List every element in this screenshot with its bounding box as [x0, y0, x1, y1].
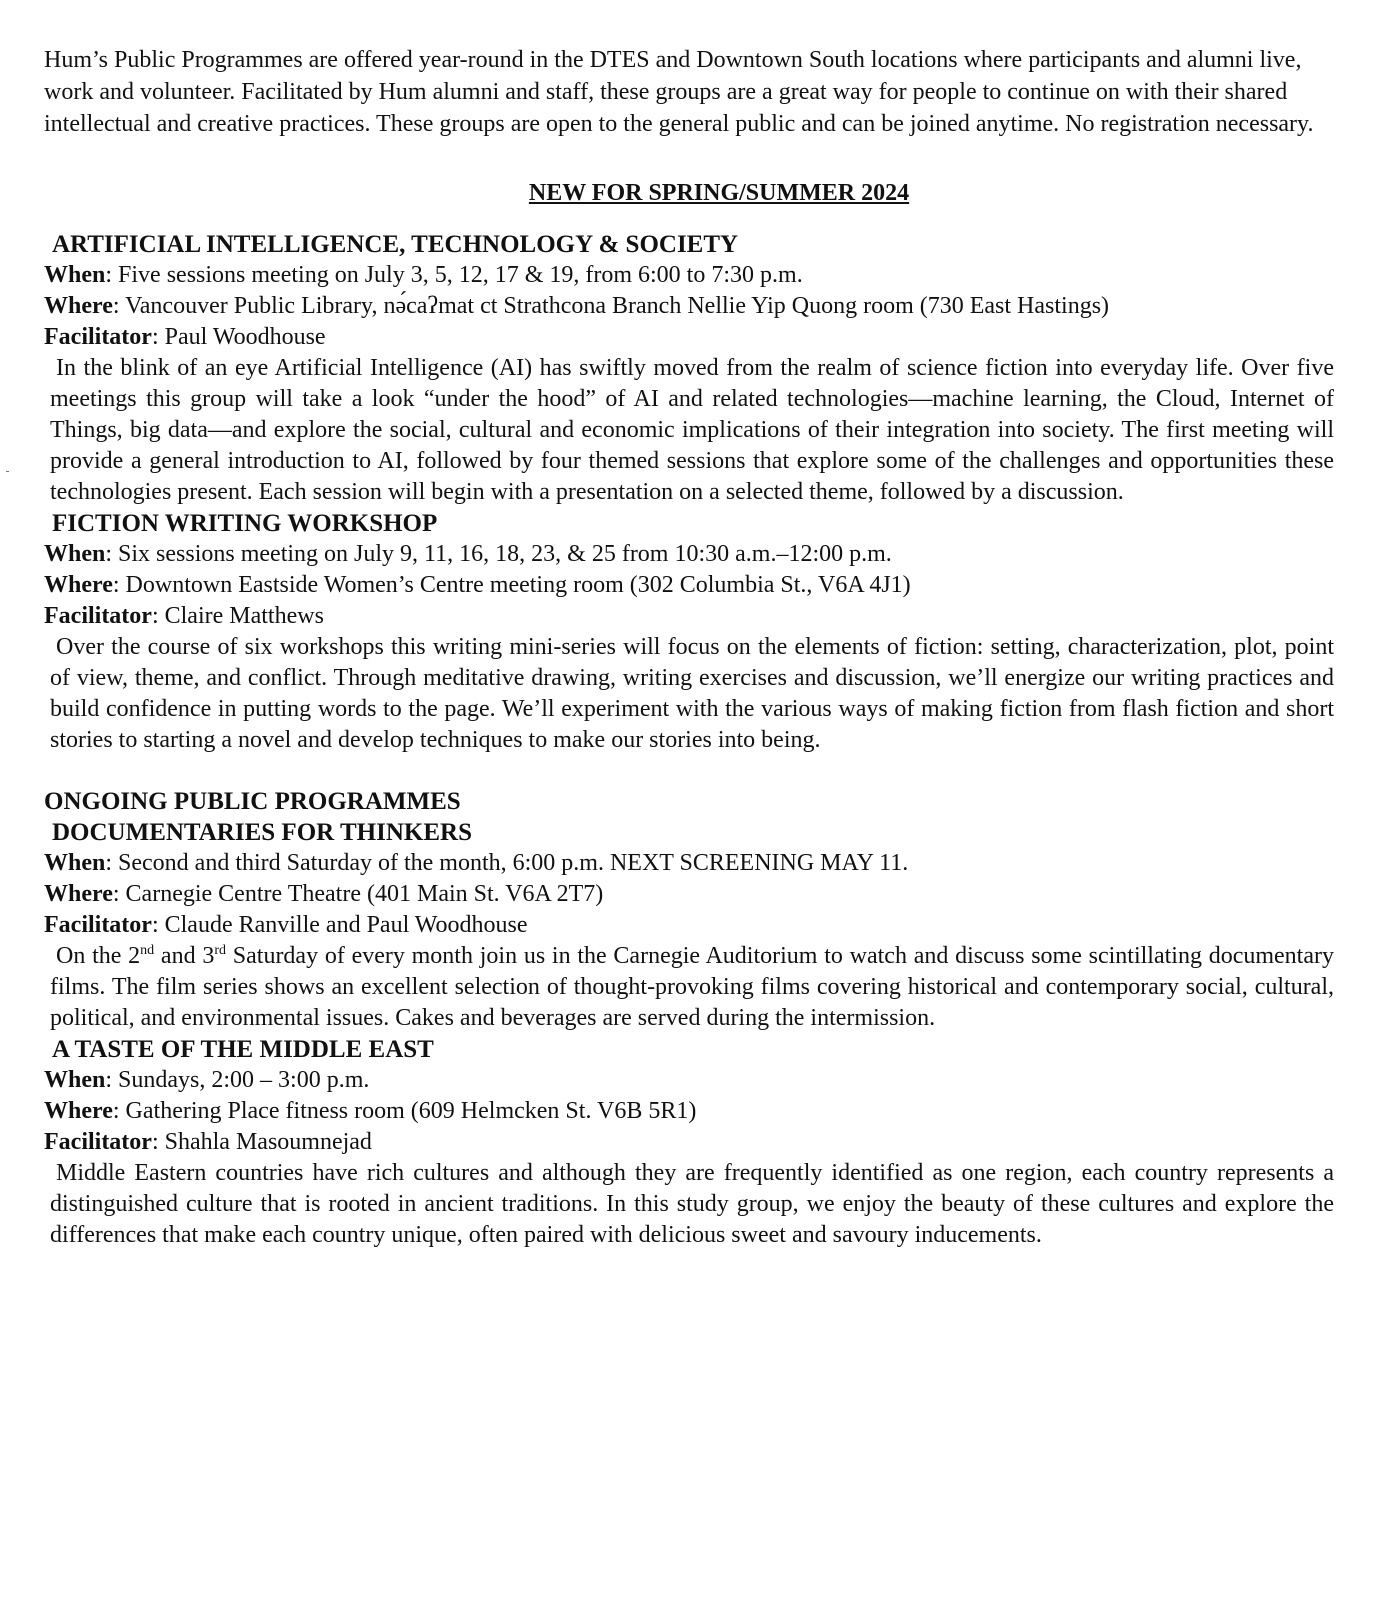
facilitator-label: Facilitator	[44, 603, 152, 629]
where-label: Where	[44, 1098, 113, 1124]
facilitator-label: Facilitator	[44, 1129, 152, 1155]
when-value: Five sessions meeting on July 3, 5, 12, 17 & 19, from 6:00 to 7:30 p.m.	[118, 262, 803, 288]
programme-facilitator: Facilitator: Claude Ranville and Paul Woodhouse	[44, 912, 528, 938]
programme-description: In the blink of an eye Artificial Intelligence (AI) has swiftly moved from the realm of science fiction into everyday life. Over five meetings this group will take a look “under the hood” of AI and related technologies—machine learning, the Cloud, Internet of Things, big data—and explore the social, cultural and economic implications of their integration into society. The first meeting will provide a general introduction to AI, followed by four themed sessions that explore some of the challenges and opportunities these technologies present. Each session will begin with a presentation on a selected theme, followed by a discussion.	[50, 355, 1334, 505]
programme-middle-east	[44, 1034, 1334, 1251]
when-label: When	[44, 262, 106, 288]
where-label: Where	[44, 572, 113, 598]
programme-facilitator: Facilitator: Paul Woodhouse	[44, 324, 326, 350]
when-label: When	[44, 850, 106, 876]
where-value: Vancouver Public Library, nə́caʔmat ct Strathcona Branch Nellie Yip Quong room (730 East Hastings)	[125, 293, 1110, 319]
programme-where: Where: Gathering Place fitness room (609 Helmcken St. V6B 5R1)	[44, 1098, 697, 1124]
scan-speck	[6, 471, 9, 472]
facilitator-label: Facilitator	[44, 912, 152, 938]
facilitator-label: Facilitator	[44, 324, 152, 350]
when-value: Sundays, 2:00 – 3:00 p.m.	[118, 1067, 370, 1093]
ordinal-suffix: rd	[214, 943, 227, 958]
programme-when: When: Six sessions meeting on July 9, 11, 16, 18, 23, & 25 from 10:30 a.m.–12:00 p.m.	[44, 541, 892, 567]
facilitator-value: Claire Matthews	[164, 603, 324, 629]
programme-description: Middle Eastern countries have rich cultures and although they are frequently identified as one region, each country represents a distinguished culture that is rooted in ancient traditions. In this study group, we enjoy the beauty of these cultures and explore the differences that make each country unique, often paired with delicious sweet and savoury inducements.	[50, 1160, 1334, 1248]
new-programmes-heading: NEW FOR SPRING/SUMMER 2024	[528, 180, 910, 206]
where-label: Where	[44, 293, 113, 319]
programme-fiction	[44, 508, 1334, 756]
intro-paragraph: Hum’s Public Programmes are offered year-round in the DTES and Downtown South locations where participants and alumni live, work and volunteer. Facilitated by Hum alumni and staff, these groups are a great way for people to continue on with their shared intellectual and creative practices. These groups are open to the general public and can be joined anytime. No registration necessary.	[44, 47, 1314, 137]
facilitator-value: Paul Woodhouse	[164, 324, 326, 350]
programme-when: When: Sundays, 2:00 – 3:00 p.m.	[44, 1067, 370, 1093]
when-label: When	[44, 541, 106, 567]
description-part: and 3	[154, 943, 215, 969]
programme-facilitator: Facilitator: Claire Matthews	[44, 603, 324, 629]
programme-title: ARTIFICIAL INTELLIGENCE, TECHNOLOGY & SOCIETY	[52, 231, 739, 258]
programme-when: When: Second and third Saturday of the month, 6:00 p.m. NEXT SCREENING MAY 11.	[44, 850, 909, 876]
facilitator-value: Shahla Masoumnejad	[164, 1129, 372, 1155]
description-part: Saturday of every month join us in the Carnegie Auditorium to watch and discuss some scintillating documentary films. The film series shows an excellent selection of thought-provoking films covering historical and contemporary social, cultural, political, and environmental issues. Cakes and beverages are served during the intermission.	[50, 943, 1334, 1031]
where-value: Gathering Place fitness room (609 Helmcken St. V6B 5R1)	[125, 1098, 697, 1124]
programme-description	[44, 941, 1334, 1034]
where-value: Carnegie Centre Theatre (401 Main St. V6A 2T7)	[125, 881, 604, 907]
description-part: On the 2	[56, 943, 141, 969]
programme-when: When: Five sessions meeting on July 3, 5, 12, 17 & 19, from 6:00 to 7:30 p.m.	[44, 262, 803, 288]
programme-facilitator: Facilitator: Shahla Masoumnejad	[44, 1129, 372, 1155]
programme-title: FICTION WRITING WORKSHOP	[52, 510, 438, 537]
programme-where: Where: Downtown Eastside Women’s Centre meeting room (302 Columbia St., V6A 4J1)	[44, 572, 911, 598]
programme-where: Where: Vancouver Public Library, nə́caʔmat ct Strathcona Branch Nellie Yip Quong room (730 East Hastings)	[44, 293, 1110, 319]
when-value: Six sessions meeting on July 9, 11, 16, 18, 23, & 25 from 10:30 a.m.–12:00 p.m.	[118, 541, 892, 567]
ordinal-suffix: nd	[140, 943, 155, 958]
programme-description: Over the course of six workshops this writing mini-series will focus on the elements of fiction: setting, characterization, plot, point of view, theme, and conflict. Through meditative drawing, writing exercises and discussion, we’ll energize our writing practices and build confidence in putting words to the page. We’ll experiment with the various ways of making fiction from flash fiction and short stories to starting a novel and develop techniques to make our stories into being.	[50, 634, 1334, 753]
when-label: When	[44, 1067, 106, 1093]
programme-title: A TASTE OF THE MIDDLE EAST	[52, 1036, 434, 1063]
section-gap	[44, 756, 1334, 786]
programme-where: Where: Carnegie Centre Theatre (401 Main St. V6A 2T7)	[44, 881, 604, 907]
when-value: Second and third Saturday of the month, 6:00 p.m. NEXT SCREENING MAY 11.	[118, 850, 909, 876]
facilitator-value: Claude Ranville and Paul Woodhouse	[164, 912, 528, 938]
ongoing-programmes-heading: ONGOING PUBLIC PROGRAMMES	[44, 788, 461, 815]
programme-title: DOCUMENTARIES FOR THINKERS	[52, 819, 472, 846]
programme-ai	[44, 229, 1334, 508]
where-value: Downtown Eastside Women’s Centre meeting room (302 Columbia St., V6A 4J1)	[125, 572, 911, 598]
programme-documentaries	[44, 817, 1334, 1034]
document-page	[44, 44, 1334, 1251]
where-label: Where	[44, 881, 113, 907]
